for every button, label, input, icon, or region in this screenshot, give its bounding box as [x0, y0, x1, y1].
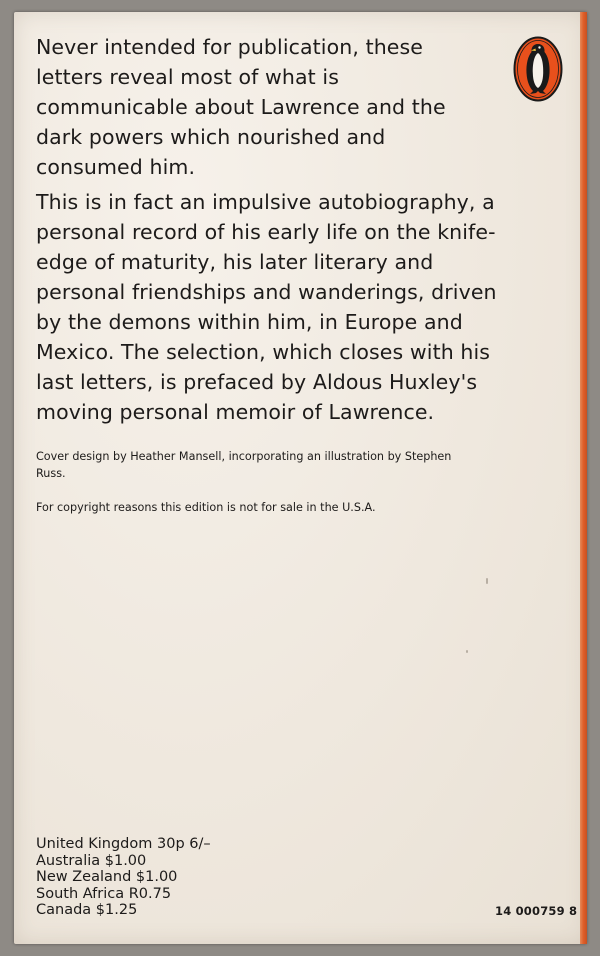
copyright-notice: For copyright reasons this edition is not for sale in the U.S.A.	[36, 501, 376, 514]
book-back-cover	[14, 12, 587, 944]
blurb-paragraph-1: Never intended for publication, these letters reveal most of what is communicable about Lawrence and the dark powers which nourished and consumed him.	[36, 35, 446, 179]
penguin-logo-icon	[513, 36, 563, 102]
price-new-zealand: New Zealand $1.00	[36, 869, 178, 885]
price-australia: Australia $1.00	[36, 852, 147, 869]
blurb-paragraph-2: This is in fact an impulsive autobiography, a personal record of his early life on the knife-edge of maturity, his later literary and personal friendships and wanderings, driven by the demons within him, in Europe and Mexico. The selection, which closes with his last letters, is prefaced by Aldous Huxley's moving personal memoir of Lawrence.	[36, 190, 497, 424]
price-south-africa: South Africa R0.75	[36, 885, 172, 902]
price-list	[36, 836, 211, 919]
isbn-number: 14 000759 8	[495, 904, 578, 918]
price-canada: Canada $1.25	[36, 902, 138, 918]
cover-design-credit: Cover design by Heather Mansell, incorporating an illustration by Stephen Russ.	[36, 450, 452, 480]
paper-speck	[466, 650, 468, 653]
spine-edge-stripe	[580, 12, 587, 944]
paper-speck	[486, 578, 488, 584]
price-united-kingdom: United Kingdom 30p 6/–	[36, 836, 211, 852]
